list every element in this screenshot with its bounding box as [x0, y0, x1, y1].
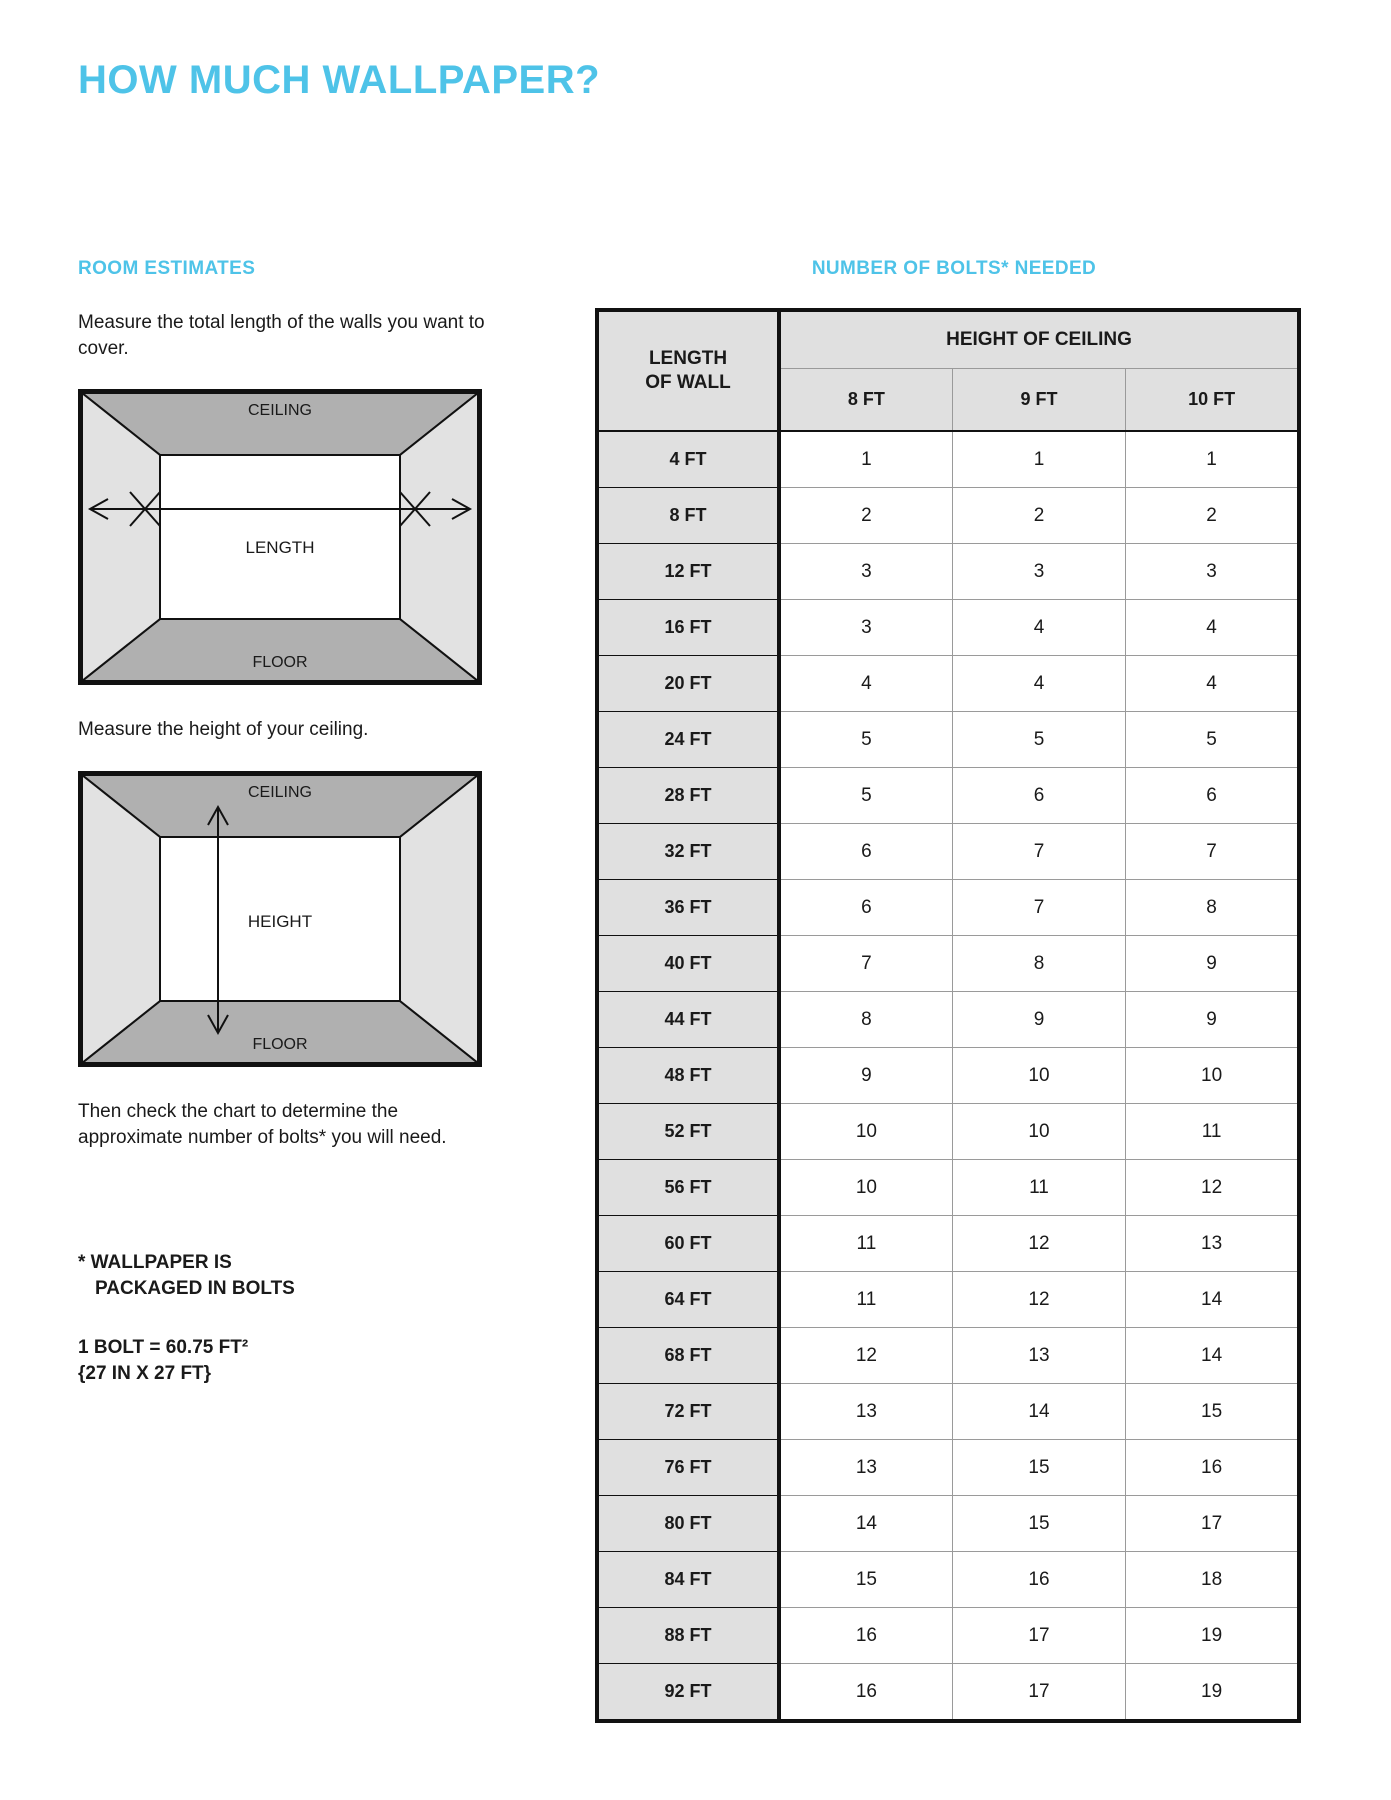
table-row [597, 768, 1299, 824]
row-label: 4 FT [597, 431, 779, 488]
table-row [597, 992, 1299, 1048]
section-heading-bolts: NUMBER OF BOLTS* NEEDED [811, 258, 1097, 279]
cell-8ft: 6 [779, 824, 952, 880]
cell-8ft: 3 [779, 600, 952, 656]
cell-8ft: 10 [779, 1104, 952, 1160]
cell-9ft: 12 [952, 1272, 1125, 1328]
cell-10ft: 14 [1126, 1272, 1299, 1328]
cell-8ft: 13 [779, 1384, 952, 1440]
table-row [597, 544, 1299, 600]
cell-8ft: 4 [779, 656, 952, 712]
cell-10ft: 1 [1126, 431, 1299, 488]
cell-10ft: 9 [1126, 992, 1299, 1048]
table-row [597, 712, 1299, 768]
cell-10ft: 17 [1126, 1496, 1299, 1552]
row-label: 72 FT [597, 1384, 779, 1440]
row-label: 24 FT [597, 712, 779, 768]
row-label: 68 FT [597, 1328, 779, 1384]
cell-10ft: 4 [1126, 600, 1299, 656]
table-group-header: HEIGHT OF CEILING [779, 310, 1299, 369]
cell-9ft: 10 [952, 1104, 1125, 1160]
row-label: 64 FT [597, 1272, 779, 1328]
cell-8ft: 10 [779, 1160, 952, 1216]
cell-9ft: 4 [952, 600, 1125, 656]
instruction-step-1: Measure the total length of the walls you want to cover. [78, 312, 485, 359]
footnote-line-2 [78, 1276, 498, 1302]
cell-9ft: 11 [952, 1160, 1125, 1216]
table-row [597, 431, 1299, 488]
instruction-step-2: Measure the height of your ceiling. [78, 719, 369, 741]
diagram1-measure-label: LENGTH [245, 538, 315, 558]
instruction-step-3: Then check the chart to determine the approximate number of bolts* you will need. [78, 1100, 447, 1148]
cell-10ft: 6 [1126, 768, 1299, 824]
diagram2-floor-label: FLOOR [252, 1035, 308, 1053]
table-row [597, 1608, 1299, 1664]
room-diagram-length [78, 389, 482, 685]
footnote-line-1: * WALLPAPER IS [78, 1252, 232, 1274]
table-col-header-10ft: 10 FT [1126, 369, 1299, 431]
cell-10ft: 7 [1126, 824, 1299, 880]
cell-10ft: 14 [1126, 1328, 1299, 1384]
cell-9ft: 15 [952, 1440, 1125, 1496]
row-label: 16 FT [597, 600, 779, 656]
table-row [597, 1496, 1299, 1552]
table-row [597, 1384, 1299, 1440]
table-row [597, 1216, 1299, 1272]
cell-9ft: 1 [952, 431, 1125, 488]
bolt-area-line-2: {27 IN X 27 FT} [78, 1363, 212, 1385]
cell-10ft: 11 [1126, 1104, 1299, 1160]
cell-8ft: 15 [779, 1552, 952, 1608]
cell-9ft: 7 [952, 824, 1125, 880]
bolts-table-body [597, 431, 1299, 1721]
row-label: 12 FT [597, 544, 779, 600]
cell-8ft: 6 [779, 880, 952, 936]
table-row [597, 1328, 1299, 1384]
cell-10ft: 16 [1126, 1440, 1299, 1496]
cell-10ft: 13 [1126, 1216, 1299, 1272]
row-label: 48 FT [597, 1048, 779, 1104]
table-row [597, 1440, 1299, 1496]
cell-8ft: 16 [779, 1608, 952, 1664]
cell-9ft: 17 [952, 1608, 1125, 1664]
cell-10ft: 9 [1126, 936, 1299, 992]
table-corner-header [597, 310, 779, 431]
table-row [597, 1160, 1299, 1216]
cell-9ft: 9 [952, 992, 1125, 1048]
cell-8ft: 11 [779, 1272, 952, 1328]
table-row [597, 1272, 1299, 1328]
cell-8ft: 9 [779, 1048, 952, 1104]
table-row [597, 1552, 1299, 1608]
row-label: 60 FT [597, 1216, 779, 1272]
table-row [597, 1104, 1299, 1160]
cell-8ft: 7 [779, 936, 952, 992]
cell-10ft: 18 [1126, 1552, 1299, 1608]
cell-8ft: 11 [779, 1216, 952, 1272]
row-label: 92 FT [597, 1664, 779, 1722]
cell-8ft: 16 [779, 1664, 952, 1722]
cell-8ft: 5 [779, 712, 952, 768]
row-label: 84 FT [597, 1552, 779, 1608]
table-row [597, 880, 1299, 936]
row-label: 8 FT [597, 488, 779, 544]
cell-10ft: 15 [1126, 1384, 1299, 1440]
cell-9ft: 5 [952, 712, 1125, 768]
row-label: 40 FT [597, 936, 779, 992]
cell-9ft: 4 [952, 656, 1125, 712]
cell-10ft: 10 [1126, 1048, 1299, 1104]
cell-9ft: 17 [952, 1664, 1125, 1722]
cell-9ft: 14 [952, 1384, 1125, 1440]
row-label: 56 FT [597, 1160, 779, 1216]
bolts-table [595, 308, 1301, 1723]
table-row [597, 1048, 1299, 1104]
cell-10ft: 19 [1126, 1664, 1299, 1722]
cell-8ft: 8 [779, 992, 952, 1048]
cell-8ft: 13 [779, 1440, 952, 1496]
bolts-table-section [595, 258, 1313, 1723]
table-row [597, 824, 1299, 880]
row-label: 76 FT [597, 1440, 779, 1496]
cell-9ft: 15 [952, 1496, 1125, 1552]
cell-10ft: 19 [1126, 1608, 1299, 1664]
cell-9ft: 8 [952, 936, 1125, 992]
row-label: 52 FT [597, 1104, 779, 1160]
cell-9ft: 16 [952, 1552, 1125, 1608]
table-row [597, 600, 1299, 656]
diagram1-floor-label: FLOOR [252, 654, 308, 672]
cell-10ft: 12 [1126, 1160, 1299, 1216]
diagram2-measure-label: HEIGHT [247, 911, 313, 931]
cell-8ft: 14 [779, 1496, 952, 1552]
cell-9ft: 2 [952, 488, 1125, 544]
cell-9ft: 7 [952, 880, 1125, 936]
table-row [597, 936, 1299, 992]
cell-8ft: 3 [779, 544, 952, 600]
bolt-area-line-1: 1 BOLT = 60.75 FT² [78, 1337, 249, 1359]
row-label: 36 FT [597, 880, 779, 936]
corner-line-2: OF WALL [645, 372, 731, 393]
row-label: 80 FT [597, 1496, 779, 1552]
row-label: 28 FT [597, 768, 779, 824]
corner-line-1: LENGTH [648, 348, 728, 370]
cell-9ft: 13 [952, 1328, 1125, 1384]
cell-9ft: 10 [952, 1048, 1125, 1104]
room-diagram-height [78, 771, 482, 1067]
table-col-header-8ft: 8 FT [779, 369, 952, 431]
table-row [597, 656, 1299, 712]
cell-10ft: 8 [1126, 880, 1299, 936]
cell-8ft: 12 [779, 1328, 952, 1384]
cell-9ft: 12 [952, 1216, 1125, 1272]
cell-10ft: 3 [1126, 544, 1299, 600]
section-heading-room-estimates: ROOM ESTIMATES [78, 258, 256, 279]
cell-9ft: 6 [952, 768, 1125, 824]
cell-8ft: 2 [779, 488, 952, 544]
cell-8ft: 1 [779, 431, 952, 488]
row-label: 88 FT [597, 1608, 779, 1664]
diagram1-ceiling-label: CEILING [247, 402, 313, 420]
row-label: 44 FT [597, 992, 779, 1048]
table-row [597, 488, 1299, 544]
room-estimates-section [78, 258, 498, 1387]
table-col-header-9ft: 9 FT [952, 369, 1125, 431]
cell-10ft: 4 [1126, 656, 1299, 712]
cell-9ft: 3 [952, 544, 1125, 600]
row-label: 32 FT [597, 824, 779, 880]
cell-8ft: 5 [779, 768, 952, 824]
cell-10ft: 5 [1126, 712, 1299, 768]
cell-10ft: 2 [1126, 488, 1299, 544]
row-label: 20 FT [597, 656, 779, 712]
diagram2-ceiling-label: CEILING [247, 783, 313, 801]
footnote-line-2-text: PACKAGED IN BOLTS [95, 1277, 295, 1299]
table-row [597, 1664, 1299, 1722]
page-title: HOW MUCH WALLPAPER? [78, 58, 601, 102]
